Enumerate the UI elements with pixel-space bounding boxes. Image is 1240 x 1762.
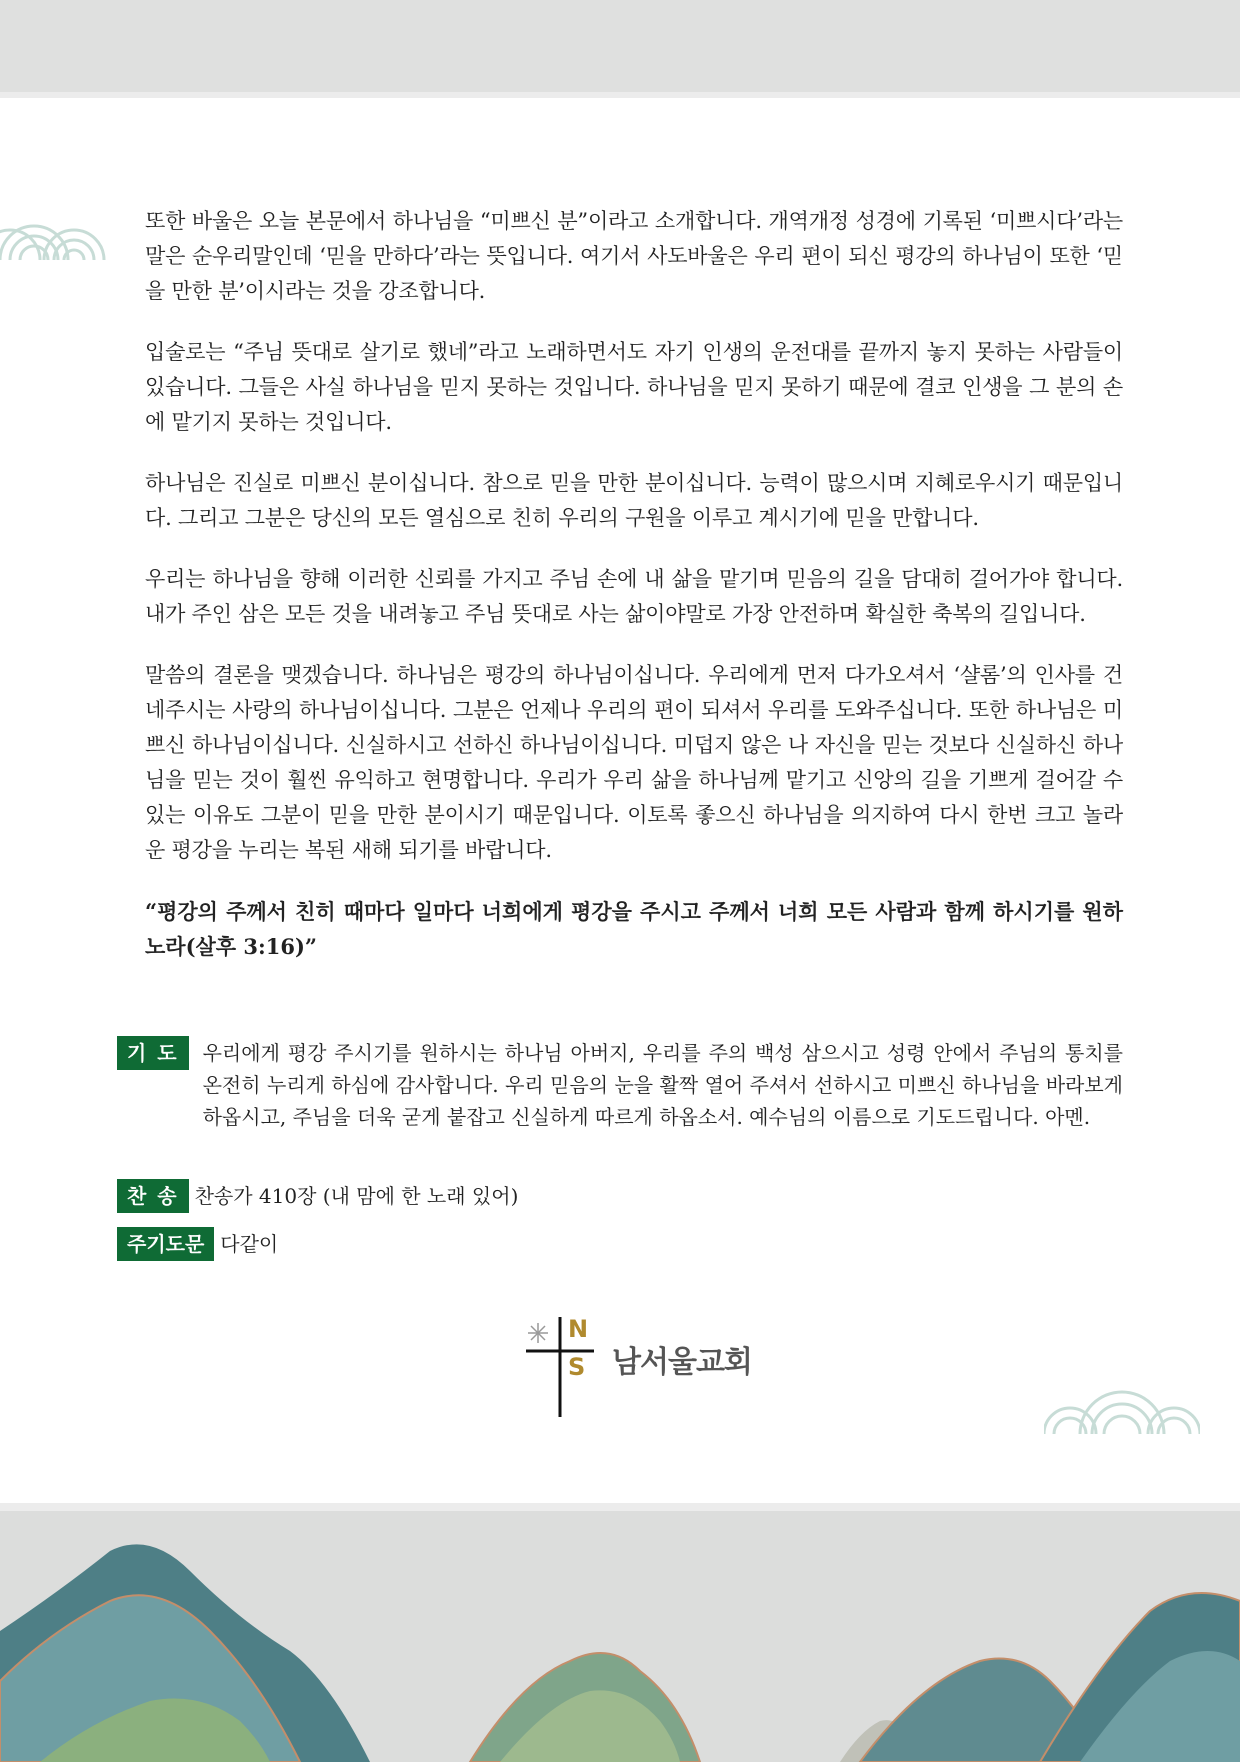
church-name: 남서울교회 bbox=[612, 1345, 752, 1380]
lords-prayer-section bbox=[117, 1227, 1123, 1261]
prayer-text: 우리에게 평강 주시기를 원하시는 하나님 아버지, 우리를 주의 백성 삼으시고 성령 안에서 주님의 통치를 온전히 누리게 하심에 감사합니다. 우리 믿음의 눈을 활짝 열어 주셔서 선하시고 미쁘신 하나님을 바라보게 하옵시고, 주님을 더욱 굳게 붙잡고 신실하게 따르게 하옵소서. 예수님의 이름으로 기도드립니다. 아멘. bbox=[202, 1041, 1123, 1129]
paragraph: 입술로는 “주님 뜻대로 살기로 했네”라고 노래하면서도 자기 인생의 운전대를 끝까지 놓지 못하는 사람들이 있습니다. 그들은 사실 하나님을 믿지 못하는 것입니다. 하나님을 믿지 못하기 때문에 결코 인생을 그 분의 손에 맡기지 못하는 것입니다. bbox=[145, 340, 1123, 434]
hymn-section bbox=[117, 1179, 1123, 1213]
lords-prayer-label: 주기도문 bbox=[117, 1227, 214, 1261]
paragraph: 하나님은 진실로 미쁘신 분이십니다. 참으로 믿을 만한 분이십니다. 능력이 많으시며 지혜로우시기 때문입니다. 그리고 그분은 당신의 모든 열심으로 친히 우리의 구원을 이루고 계시기에 믿을 만합니다. bbox=[145, 471, 1123, 530]
wave-pattern-icon bbox=[0, 190, 110, 262]
lords-prayer-text: 다같이 bbox=[220, 1232, 279, 1256]
cross-star-icon bbox=[522, 1315, 602, 1419]
prayer-label: 기 도 bbox=[117, 1036, 189, 1070]
bottom-band bbox=[0, 1503, 1240, 1762]
mountain-range-icon bbox=[0, 1511, 1240, 1762]
prayer-section bbox=[117, 1036, 1123, 1133]
wave-pattern-icon bbox=[1044, 1362, 1200, 1436]
church-logo bbox=[522, 1315, 772, 1419]
logo-letter-s: S bbox=[568, 1353, 586, 1381]
top-band bbox=[0, 0, 1240, 98]
paragraph: 말씀의 결론을 맺겠습니다. 하나님은 평강의 하나님이십니다. 우리에게 먼저 다가오셔서 ‘샬롬’의 인사를 건네주시는 사랑의 하나님이십니다. 그분은 언제나 우리의 편이 되셔서 우리를 도와주십니다. 또한 하나님은 미쁘신 하나님이십니다. 신실하시고 선하신 하나님이십니다. 미덥지 않은 나 자신을 믿는 것보다 신실하신 하나님을 믿는 것이 훨씬 유익하고 현명합니다. 우리가 우리 삶을 하나님께 맡기고 신앙의 길을 기쁘게 걸어갈 수 있는 이유도 그분이 믿을 만한 분이시기 때문입니다. 이토록 좋으신 하나님을 의지하여 다시 한번 크고 놀라운 평강을 누리는 복된 새해 되기를 바랍니다. bbox=[145, 663, 1123, 862]
paragraph: 우리는 하나님을 향해 이러한 신뢰를 가지고 주님 손에 내 삶을 맡기며 믿음의 길을 담대히 걸어가야 합니다. 내가 주인 삼은 모든 것을 내려놓고 주님 뜻대로 사는 삶이야말로 가장 안전하며 확실한 축복의 길입니다. bbox=[145, 567, 1123, 626]
sermon-body bbox=[145, 204, 1123, 964]
logo-letter-n: N bbox=[568, 1315, 589, 1343]
paragraph: 또한 바울은 오늘 본문에서 하나님을 “미쁘신 분”이라고 소개합니다. 개역개정 성경에 기록된 ‘미쁘시다’라는 말은 순우리말인데 ‘믿을 만하다’라는 뜻입니다. 여기서 사도바울은 우리 편이 되신 평강의 하나님이 또한 ‘믿을 만한 분’이시라는 것을 강조합니다. bbox=[145, 209, 1123, 303]
scripture-verse: “평강의 주께서 친히 때마다 일마다 너희에게 평강을 주시고 주께서 너희 모든 사람과 함께 하시기를 원하노라(살후 3:16)” bbox=[145, 899, 1123, 959]
hymn-text: 찬송가 410장 (내 맘에 한 노래 있어) bbox=[194, 1184, 519, 1208]
hymn-label: 찬 송 bbox=[117, 1179, 189, 1213]
